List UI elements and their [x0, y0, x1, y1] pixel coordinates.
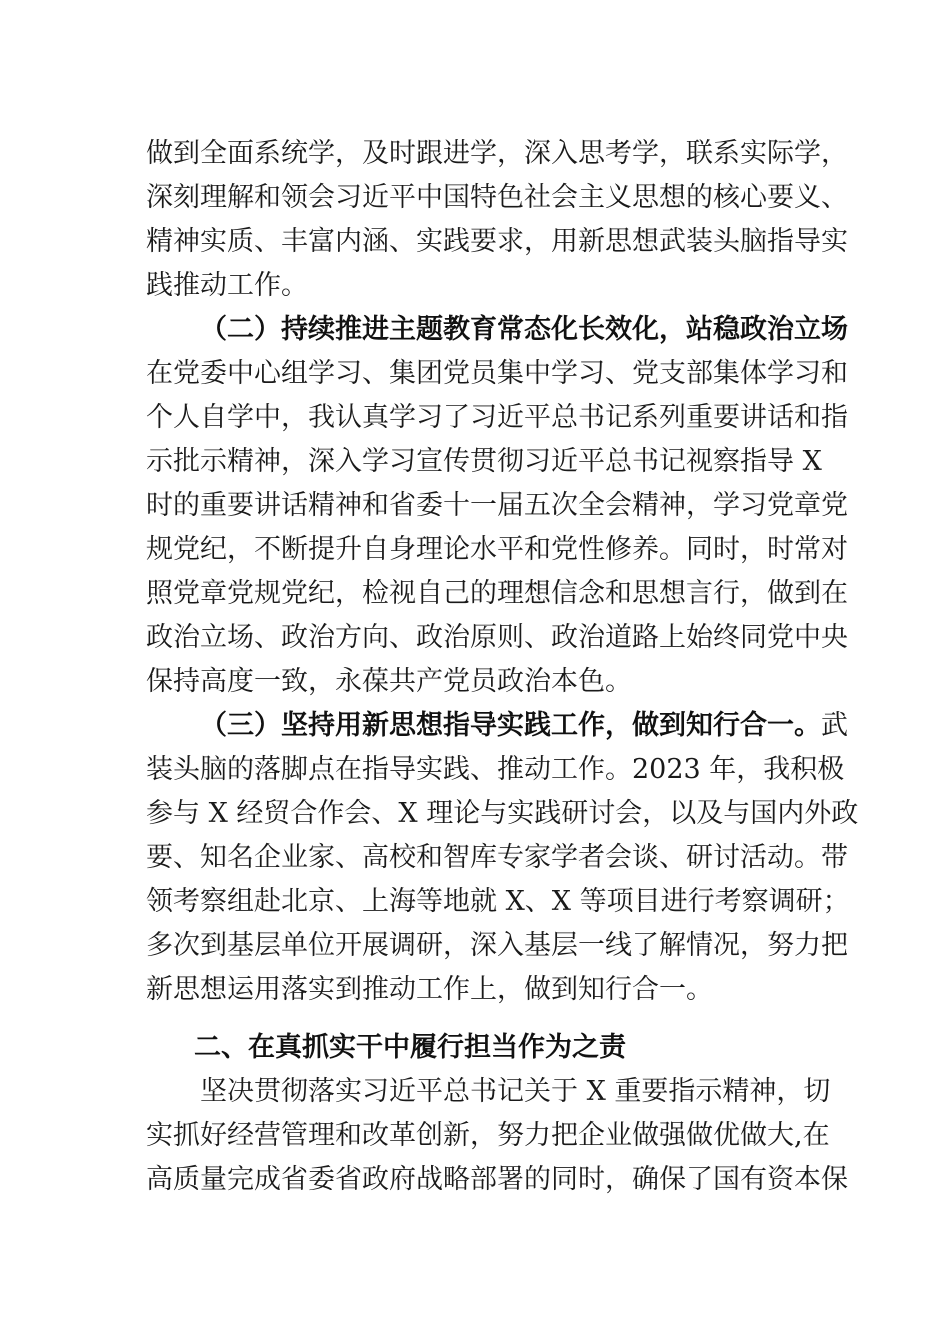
paragraph-line: 照党章党规党纪，检视自己的理想信念和思想言行，做到在: [146, 578, 848, 609]
paragraph-line: 规党纪，不断提升自身理论水平和党性修养。同时，时常对: [146, 534, 848, 565]
section-heading-2: 二、在真抓实干中履行担当作为之责: [194, 1032, 626, 1063]
paragraph-line: 坚决贯彻落实习近平总书记关于 X 重要指示精神，切: [200, 1076, 831, 1107]
paragraph-line: 精神实质、丰富内涵、实践要求，用新思想武装头脑指导实: [146, 226, 848, 257]
paragraph-line: 示批示精神，深入学习宣传贯彻习近平总书记视察指导 X: [146, 446, 822, 477]
paragraph-line: 多次到基层单位开展调研，深入基层一线了解情况，努力把: [146, 930, 848, 961]
paragraph-line: 高质量完成省委省政府战略部署的同时，确保了国有资本保: [146, 1164, 848, 1195]
paragraph-line: 保持高度一致，永葆共产党员政治本色。: [146, 666, 632, 697]
paragraph-line: 在党委中心组学习、集团党员集中学习、党支部集体学习和: [146, 358, 848, 389]
paragraph-line: 参与 X 经贸合作会、X 理论与实践研讨会，以及与国内外政: [146, 798, 859, 829]
subsection-heading-3: （三）坚持用新思想指导实践工作，做到知行合一。: [200, 710, 821, 741]
subsection-heading-3-line: [200, 704, 848, 748]
paragraph-line: 新思想运用落实到推动工作上，做到知行合一。: [146, 974, 713, 1005]
paragraph-line: 政治立场、政治方向、政治原则、政治道路上始终同党中央: [146, 622, 848, 653]
paragraph-line: 装头脑的落脚点在指导实践、推动工作。2023 年，我积极: [146, 754, 845, 785]
paragraph-line: 深刻理解和领会习近平中国特色社会主义思想的核心要义、: [146, 182, 848, 213]
paragraph-line: 实抓好经营管理和改革创新，努力把企业做强做优做大,在: [146, 1120, 830, 1151]
paragraph-text: 武: [821, 710, 848, 741]
paragraph-line: 要、知名企业家、高校和智库专家学者会谈、研讨活动。带: [146, 842, 848, 873]
paragraph-line: 时的重要讲话精神和省委十一届五次全会精神，学习党章党: [146, 490, 848, 521]
subsection-heading-2: （二）持续推进主题教育常态化长效化，站稳政治立场: [200, 314, 848, 345]
paragraph-line: 领考察组赴北京、上海等地就 X、X 等项目进行考察调研；: [146, 886, 850, 917]
paragraph-line: 做到全面系统学，及时跟进学，深入思考学，联系实际学，: [146, 138, 848, 169]
paragraph-line: 践推动工作。: [146, 270, 308, 301]
paragraph-line: 个人自学中，我认真学习了习近平总书记系列重要讲话和指: [146, 402, 848, 433]
